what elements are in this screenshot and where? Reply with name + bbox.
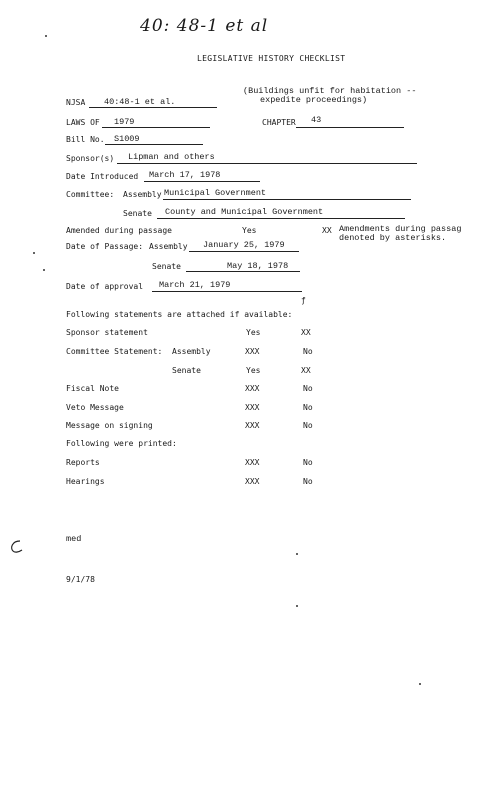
- passage-assembly-label: Assembly: [149, 242, 188, 251]
- statement-label: Veto Message: [66, 403, 124, 412]
- sponsors-underline: [117, 163, 417, 164]
- approval-underline: [152, 291, 302, 292]
- njsa-label: NJSA: [66, 98, 86, 107]
- amended-note-line2: denoted by asterisks.: [339, 233, 447, 243]
- bill-no-value: S1009: [114, 134, 140, 144]
- sponsors-value: Lipman and others: [128, 152, 215, 162]
- date-introduced-value: March 17, 1978: [149, 170, 221, 180]
- attached-heading: Following statements are attached if available:: [66, 310, 293, 319]
- scan-speck: [296, 553, 298, 555]
- njsa-value: 40:48-1 et al.: [104, 97, 176, 107]
- statement-sub: Assembly: [172, 347, 211, 356]
- statement-label: Message on signing: [66, 421, 153, 430]
- statement-yes-mark: XXX: [245, 421, 260, 430]
- bill-no-label: Bill No.: [66, 135, 105, 144]
- statement-no-mark: XX: [301, 328, 311, 337]
- passage-senate-value: May 18, 1978: [227, 261, 289, 271]
- passage-label: Date of Passage:: [66, 242, 144, 251]
- njsa-underline: [89, 107, 217, 108]
- scan-speck: [45, 35, 47, 37]
- statement-label: Sponsor statement: [66, 328, 148, 337]
- bill-no-underline: [105, 144, 203, 145]
- printed-no: No: [303, 477, 313, 486]
- chapter-value: 43: [311, 115, 322, 125]
- printed-label: Reports: [66, 458, 100, 467]
- committee-label: Committee:: [66, 190, 115, 199]
- passage-senate-underline: [186, 271, 300, 272]
- passage-senate-label: Senate: [152, 262, 181, 271]
- stray-mark: ƒ: [301, 296, 306, 305]
- amended-note-line1: Amendments during passag: [339, 224, 462, 234]
- laws-of-label: LAWS OF: [66, 118, 100, 127]
- amended-label: Amended during passage: [66, 226, 172, 235]
- committee-assembly-value: Municipal Government: [164, 188, 267, 198]
- handwritten-reference: 40: 48-1 et al: [140, 16, 269, 36]
- approval-value: March 21, 1979: [159, 280, 231, 290]
- passage-assembly-underline: [189, 251, 299, 252]
- printed-yes-mark: XXX: [245, 458, 260, 467]
- committee-senate-label: Senate: [123, 209, 152, 218]
- amended-no-mark: XX: [322, 226, 332, 235]
- statement-yes: Yes: [246, 366, 261, 375]
- statement-no: No: [303, 403, 313, 412]
- statement-no: No: [303, 384, 313, 393]
- laws-of-underline: [102, 127, 210, 128]
- chapter-underline: [296, 127, 404, 128]
- statement-no: No: [303, 421, 313, 430]
- statement-yes-mark: XXX: [245, 384, 260, 393]
- committee-assembly-underline: [163, 199, 411, 200]
- statement-yes: Yes: [246, 328, 261, 337]
- statement-no-mark: XX: [301, 366, 311, 375]
- statement-label: Fiscal Note: [66, 384, 119, 393]
- scan-speck: [33, 252, 35, 254]
- committee-senate-underline: [157, 218, 405, 219]
- margin-curl-mark: [6, 538, 26, 558]
- subject-note-line2: expedite proceedings): [260, 95, 368, 105]
- amended-yes: Yes: [242, 226, 257, 235]
- initials: med: [66, 534, 82, 544]
- committee-assembly-label: Assembly: [123, 190, 162, 199]
- laws-of-value: 1979: [114, 117, 135, 127]
- printed-label: Hearings: [66, 477, 105, 486]
- statement-yes-mark: XXX: [245, 347, 260, 356]
- statement-no: No: [303, 347, 313, 356]
- statement-sub: Senate: [172, 366, 201, 375]
- printed-heading: Following were printed:: [66, 439, 177, 448]
- printed-no: No: [303, 458, 313, 467]
- footer-date: 9/1/78: [66, 575, 95, 584]
- chapter-label: CHAPTER: [262, 118, 296, 127]
- passage-assembly-value: January 25, 1979: [203, 240, 285, 250]
- scan-speck: [296, 605, 298, 607]
- scan-speck: [419, 683, 421, 685]
- subject-note-line1: (Buildings unfit for habitation --: [243, 86, 417, 96]
- date-introduced-label: Date Introduced: [66, 172, 139, 181]
- printed-yes-mark: XXX: [245, 477, 260, 486]
- statement-label: Committee Statement:: [66, 347, 163, 356]
- committee-senate-value: County and Municipal Government: [165, 207, 324, 217]
- date-introduced-underline: [144, 181, 260, 182]
- statement-yes-mark: XXX: [245, 403, 260, 412]
- document-title: LEGISLATIVE HISTORY CHECKLIST: [197, 54, 346, 63]
- scan-speck: [43, 269, 45, 271]
- sponsors-label: Sponsor(s): [66, 154, 115, 163]
- approval-label: Date of approval: [66, 282, 144, 291]
